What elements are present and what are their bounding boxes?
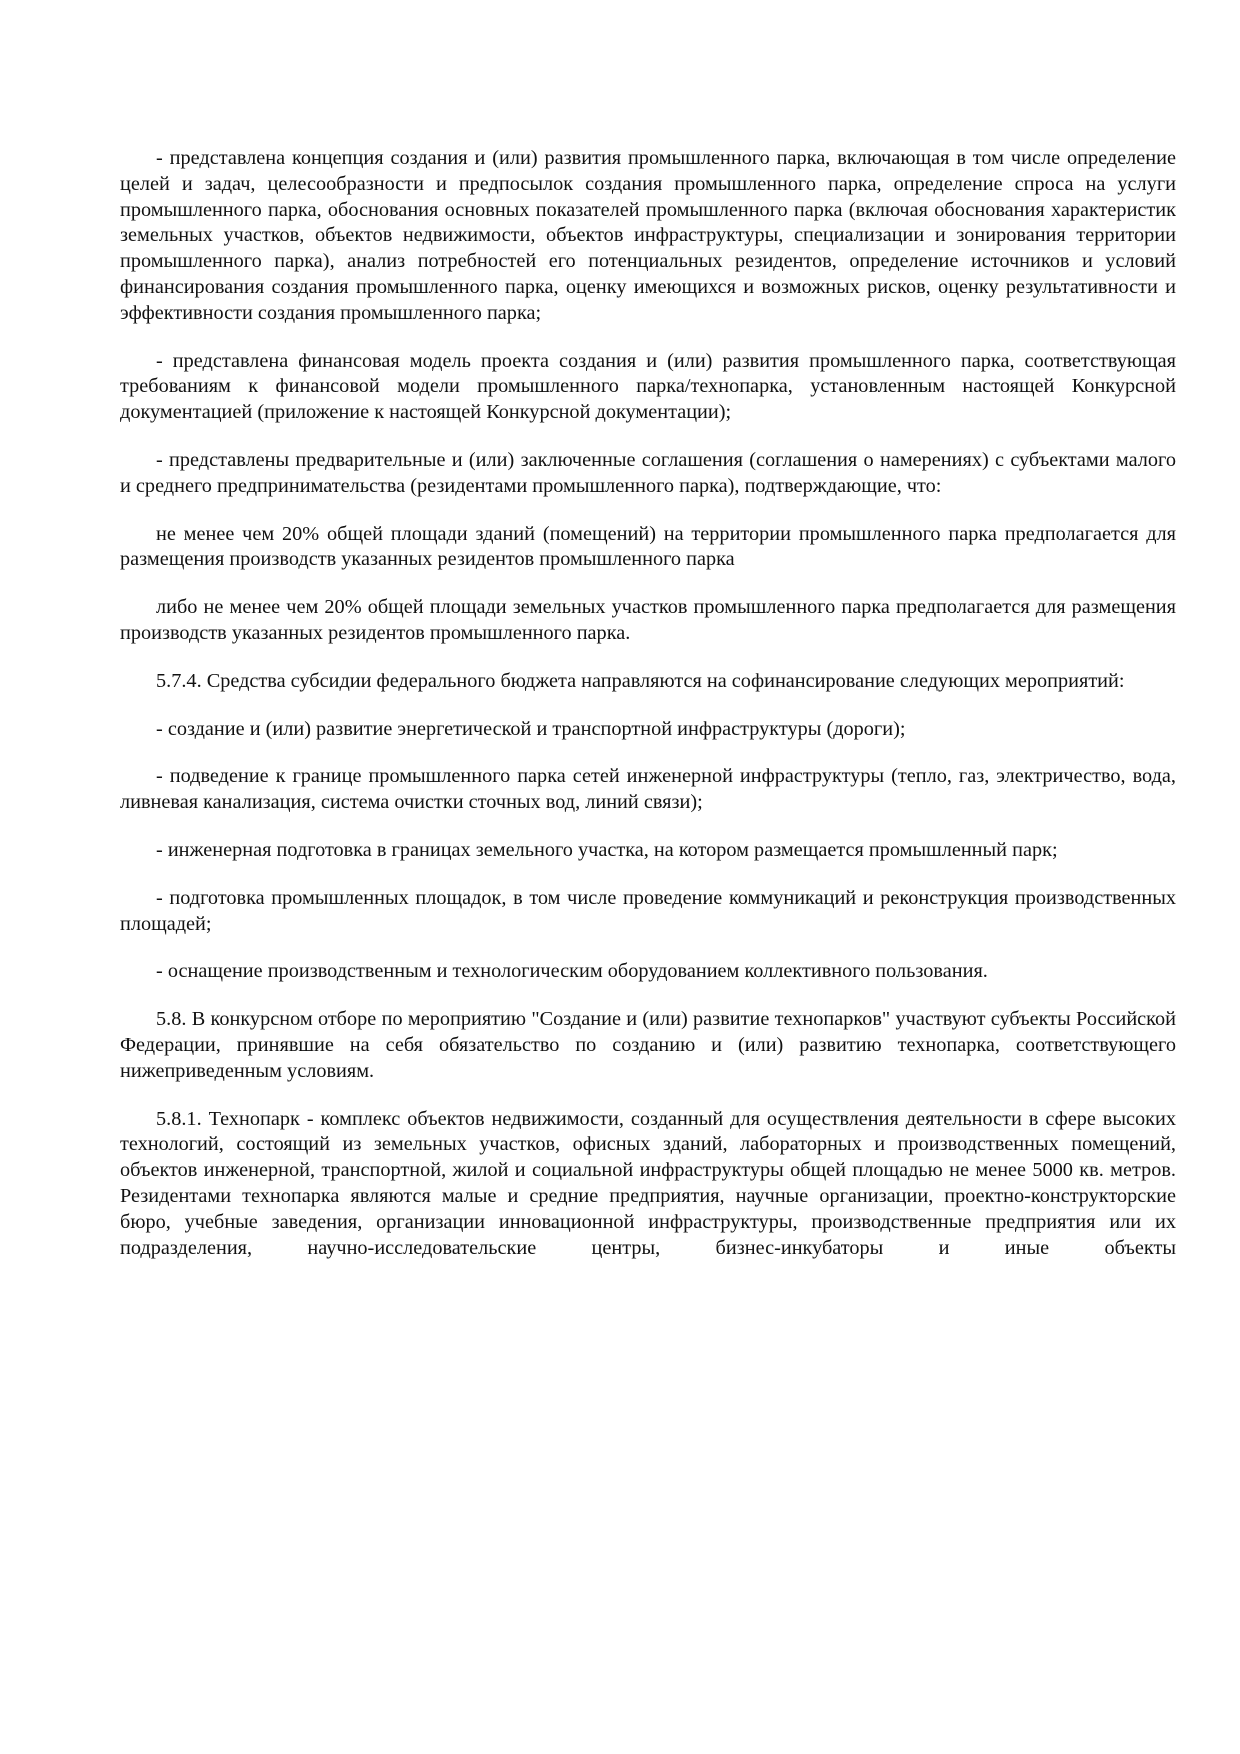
- paragraph-equipment: - оснащение производственным и технологическим оборудованием коллективного пользования.: [156, 960, 988, 983]
- paragraph-land-area: либо не менее чем 20% общей площади земельных участков промышленного парка предполагается для размещения производств указанных резидентов промышленного парка.: [120, 596, 1176, 644]
- paragraph-engineering-prep: - инженерная подготовка в границах земельного участка, на котором размещается промышленный парк;: [156, 838, 1058, 861]
- paragraph-5-8-1: 5.8.1. Технопарк - комплекс объектов недвижимости, созданный для осуществления деятельности в сфере высоких технологий, состоящий из земельных участков, офисных зданий, лабораторных и производственных помещений, объектов инженерной, транспортной, жилой и социальной инфраструктуры общей площадью не менее 5000 кв. метров. Резидентами технопарка являются малые и средние предприятия, научные организации, проектно-конструкторские бюро, учебные заведения, организации инновационной инфраструктуры, производственные предприятия или их подразделения, научно-исследовательские центры, бизнес-инкубаторы и иные объекты: [120, 1107, 1176, 1259]
- paragraph-agreements: - представлены предварительные и (или) заключенные соглашения (соглашения о намерениях) с субъектами малого и среднего предпринимательства (резидентами промышленного парка), подтверждающие, что:: [120, 448, 1176, 497]
- document-page: [120, 146, 1176, 1283]
- paragraph-site-prep: - подготовка промышленных площадок, в том числе проведение коммуникаций и реконструкция производственных площадей;: [120, 886, 1176, 935]
- paragraph-park-concept: - представлена концепция создания и (или) развития промышленного парка, включающая в том числе определение целей и задач, целесообразности и предпосылок создания промышленного парка, определение спроса на услуги промышленного парка, обоснования основных показателей промышленного парка (включая обоснования характеристик земельных участков, объектов недвижимости, объектов инфраструктуры, специализации и зонирования территории промышленного парка), анализ потребностей его потенциальных резидентов, определение источников и условий финансирования создания промышленного парка, оценку имеющихся и возможных рисков, оценку результативности и эффективности создания промышленного парка;: [120, 147, 1176, 324]
- paragraph-5-8: 5.8. В конкурсном отборе по мероприятию "Создание и (или) развитие технопарков" участвуют субъекты Российской Федерации, принявшие на себя обязательство по созданию и (или) развитию технопарка, соответствующего нижеприведенным условиям.: [120, 1008, 1176, 1082]
- paragraph-5-7-4: 5.7.4. Средства субсидии федерального бюджета направляются на софинансирование следующих мероприятий:: [156, 669, 1125, 692]
- paragraph-infrastructure: - создание и (или) развитие энергетической и транспортной инфраструктуры (дороги);: [156, 717, 906, 740]
- paragraph-financial-model: - представлена финансовая модель проекта создания и (или) развития промышленного парка, соответствующая требованиям к финансовой модели промышленного парка/технопарка, установленным настоящей Конкурсной документацией (приложение к настоящей Конкурсной документации);: [120, 349, 1176, 424]
- paragraph-utility-networks: - подведение к границе промышленного парка сетей инженерной инфраструктуры (тепло, газ, электричество, вода, ливневая канализация, система очистки сточных вод, линий связи);: [120, 765, 1176, 814]
- paragraph-building-area: не менее чем 20% общей площади зданий (помещений) на территории промышленного парка предполагается для размещения производств указанных резидентов промышленного парка: [120, 522, 1176, 571]
